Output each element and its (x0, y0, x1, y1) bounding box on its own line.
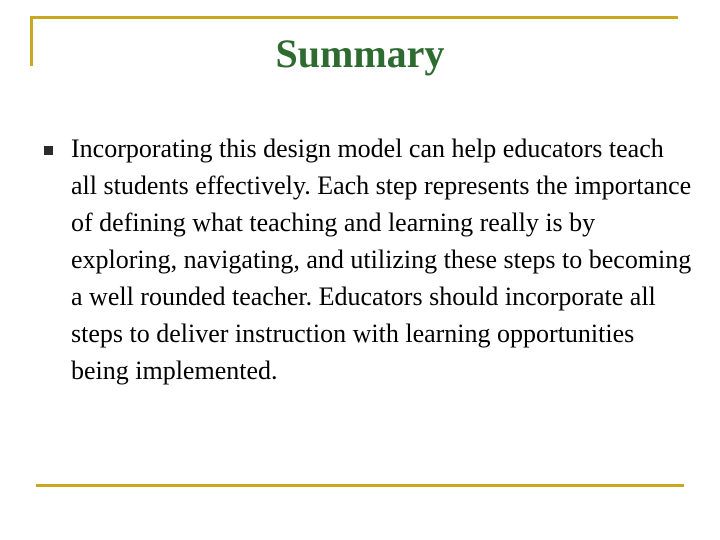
slide-title: Summary (275, 31, 445, 76)
bullet-text: Incorporating this design model can help educators teach all students effectively. Each step represents the importance of defining what teaching and learning really is by exploring, navigating, and utilizing these steps to becoming a well rounded teacher. Educators should incorporate all steps to deliver instruction with learning opportunities being implemented. (71, 134, 692, 385)
bullet-item (44, 130, 694, 389)
square-bullet-icon (44, 146, 53, 155)
frame-top-rule (30, 16, 678, 19)
slide-body (44, 130, 694, 389)
frame-bottom-rule (36, 484, 684, 487)
